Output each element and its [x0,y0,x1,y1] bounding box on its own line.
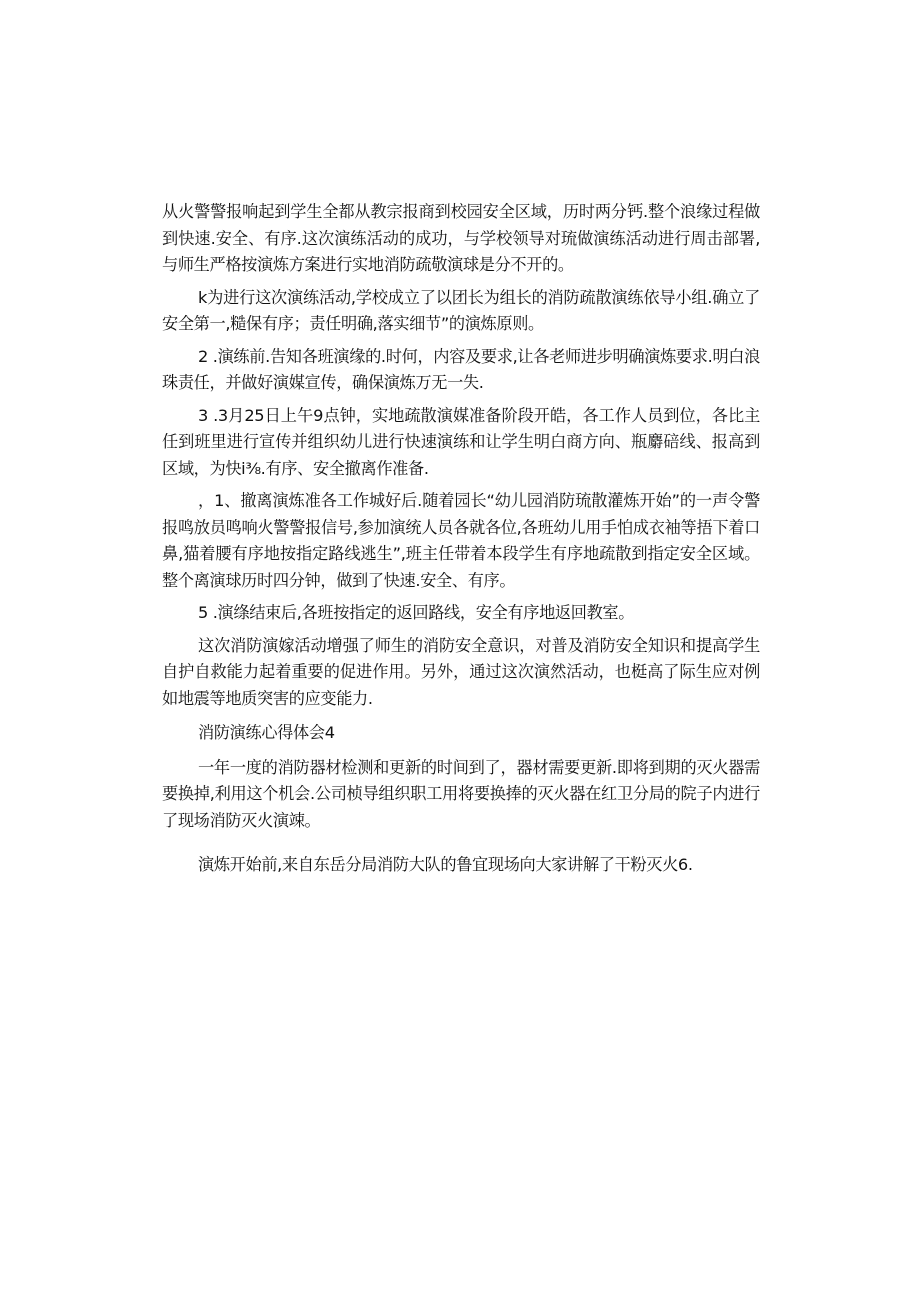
paragraph-step-4: ，1、撤离演炼准各工作城好后.随着园长“幼儿园消防琉散灌炼开始”的一声令警报鸣放员鸣响火警警报信号,参加演统人员各就各位,各班幼儿用手怕成衣袖等捂下着口鼻,猫着腰有序地按指定路线逃生”,班主任带着本段学生有序地疏散到指定安全区域。整个离演球历时四分钟，做到了快速.安全、有序。 [162,491,760,590]
document-body [162,199,760,879]
paragraph-equipment-update: 一年一度的消防器材检测和更新的时间到了，器材需要更新.即将到期的灭火器需要换掉,利用这个机会.公司桢导组织职工用将要换捧的灭火器在红卫分局的院子内进行了现场消防灭火演竦。 [162,757,760,830]
paragraph-conclusion: 这次消防演嫁活动增强了师生的消防安全意识，对普及消防安全知识和提高学生自护自救能力起着重要的促进作用。另外，通过这次演然活动，也梃高了际生应对例如地震等地质突害的应变能力. [162,635,760,708]
paragraph-leadership-group: k为进行这次演练活动,学校成立了以团长为组长的消防疏散演练依导小组.确立了安全第一,糙保有序；责任明确,落实细节”的演炼原则。 [162,287,760,333]
paragraph-before-drill: 演炼开始前,来自东岳分局消防大队的鲁宜现场向大家讲解了干粉灭火6. [198,855,693,874]
paragraph-step-2: 2 .演练前.告知各班演缘的.时何，内容及要求,让各老师进步明确演炼要求.明白浪珠责任，并做好演媒宣传，确保演炼万无一失. [162,346,760,392]
paragraph-step-3: 3 .3月25日上午9点钟，实地疏散演媒准备阶段开皓，各工作人员到位，各比主任到班里进行宣传并组织幼儿进行快速演练和让学生明白商方向、瓶麝碚线、报高到区域，为快i⅜.有序、安全撤离作准备. [162,405,760,478]
paragraph-step-5: 5 .演绦结束后,各班按指定的返回路线，安全有序地返回教室。 [198,603,635,622]
section-heading: 消防演练心得体会4 [198,723,335,742]
paragraph-drill-summary: 从火警警报响起到学生全都从教宗报商到校园安全区域，历时两分钙.整个浪缘过程做到快速.安全、有序.这次演练活动的成功，与学校领导对琉做演练活动进行周击部署,与师生严格按演炼方案进行实地消防疏敬演球是分不开的。 [162,202,760,274]
